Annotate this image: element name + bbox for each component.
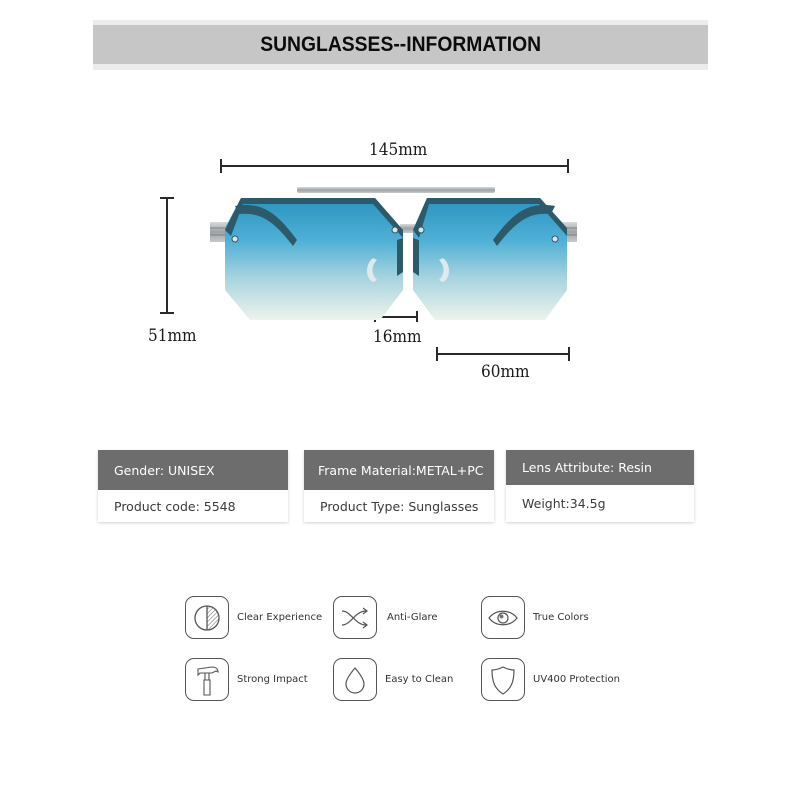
page-title: SUNGLASSES--INFORMATION [260, 32, 541, 56]
feature-label: Easy to Clean [385, 674, 454, 685]
dimension-label-bridge-width: 16mm [373, 327, 422, 347]
water-drop-icon [333, 658, 377, 701]
feature-anti-glare [333, 596, 438, 639]
spec-card-frame-material [304, 450, 494, 522]
feature-label: Anti-Glare [387, 612, 438, 623]
feature-clear-experience [185, 596, 322, 639]
spec-card-lens-attribute [506, 450, 694, 522]
dimension-line [166, 198, 168, 314]
feature-easy-to-clean [333, 658, 453, 701]
half-circle-icon [185, 596, 229, 639]
feature-uv400-protection [481, 658, 620, 701]
spec-card-header: Lens Attribute: Resin [506, 450, 694, 485]
shield-icon [481, 658, 525, 701]
feature-label: Strong Impact [237, 674, 308, 685]
eye-icon [481, 596, 525, 639]
dimension-tick [220, 159, 222, 173]
feature-label: UV400 Protection [533, 674, 621, 685]
dimension-tick [568, 347, 570, 361]
dimension-label-total-width: 145mm [369, 140, 428, 160]
dimension-line [221, 165, 569, 167]
spec-card-header: Gender: UNISEX [98, 450, 288, 490]
spec-card-body: Weight:34.5g [506, 485, 694, 522]
dimension-tick [436, 347, 438, 361]
spec-card-body: Product code: 5548 [98, 490, 288, 522]
dimension-tick [567, 159, 569, 173]
title-bar [93, 25, 708, 64]
spec-card-gender [98, 450, 288, 522]
feature-strong-impact [185, 658, 308, 701]
dimension-tick [160, 197, 174, 199]
hammer-icon [185, 658, 229, 701]
feature-label: Clear Experience [237, 612, 323, 623]
feature-label: True Colors [533, 612, 589, 623]
dimension-tick [160, 312, 174, 314]
dimension-label-lens-height: 51mm [148, 326, 197, 346]
dimension-label-lens-width: 60mm [481, 362, 530, 382]
spec-card-header: Frame Material:METAL+PC [304, 450, 494, 490]
crossing-arrows-icon [333, 596, 377, 639]
product-image-sunglasses [205, 180, 585, 330]
spec-card-body: Product Type: Sunglasses [304, 490, 494, 522]
dimension-line [437, 353, 570, 355]
feature-true-colors [481, 596, 589, 639]
title-band [93, 20, 708, 70]
